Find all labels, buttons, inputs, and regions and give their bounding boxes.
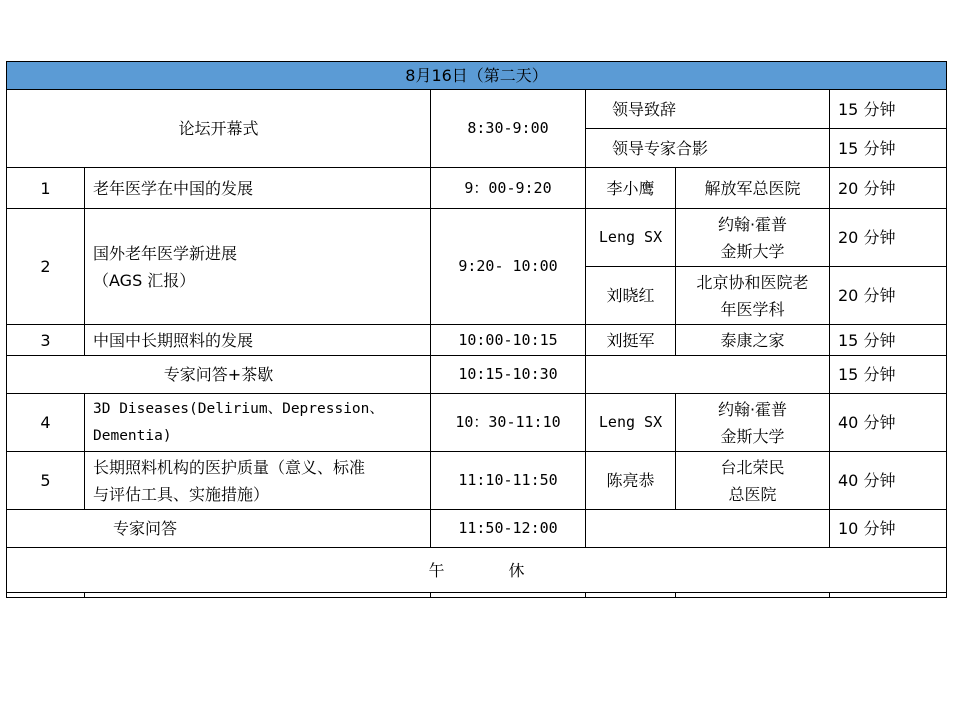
opening-title: 论坛开幕式 [7, 90, 431, 168]
session-org-line: 总医院 [728, 484, 777, 504]
session-duration: 40 分钟 [830, 394, 947, 452]
stub-cell [676, 593, 830, 598]
session-number: 2 [7, 209, 85, 325]
session-speaker: Leng SX [586, 394, 676, 452]
date-header: 8月16日（第二天） [7, 62, 947, 90]
session-org: 泰康之家 [676, 325, 830, 356]
qa-title: 专家问答 [7, 510, 431, 548]
opening-item-duration: 15 分钟 [830, 90, 947, 129]
session-org-line: 台北荣民 [720, 457, 785, 477]
session-org-line: 金斯大学 [720, 426, 785, 446]
session-org-line: 年医学科 [720, 299, 785, 319]
stub-cell [85, 593, 431, 598]
opening-row-1 [7, 90, 947, 129]
session-topic: 老年医学在中国的发展 [85, 168, 431, 209]
table-continuation-row [7, 593, 947, 598]
session-org-line: 约翰·霍普 [717, 214, 788, 234]
session-duration: 20 分钟 [830, 209, 947, 267]
lunch-char: 休 [508, 560, 525, 580]
session-duration: 20 分钟 [830, 168, 947, 209]
session-speaker: 刘挺军 [586, 325, 676, 356]
schedule-table [6, 61, 947, 598]
opening-item-duration: 15 分钟 [830, 129, 947, 168]
session-topic [85, 452, 431, 510]
session-time: 10：30-11:10 [431, 394, 586, 452]
qa-break-title: 专家问答+茶歇 [7, 356, 431, 394]
session-duration: 40 分钟 [830, 452, 947, 510]
qa-empty [586, 510, 830, 548]
session-speaker: Leng SX [586, 209, 676, 267]
lunch-break [7, 548, 947, 593]
session-topic-line: 国外老年医学新进展 [93, 243, 238, 263]
session-time: 11:10-11:50 [431, 452, 586, 510]
lunch-row [7, 548, 947, 593]
session-org [676, 394, 830, 452]
lunch-char: 午 [428, 560, 445, 580]
session-topic: 中国中长期照料的发展 [85, 325, 431, 356]
session-org [676, 267, 830, 325]
session-org-line: 金斯大学 [720, 241, 785, 261]
session-topic-line: 3D Diseases(Delirium、Depression、 [93, 400, 384, 417]
session-topic-line: 与评估工具、实施措施） [93, 484, 270, 504]
session-topic-line: 长期照料机构的医护质量（意义、标准 [93, 457, 366, 477]
session-speaker: 刘晓红 [586, 267, 676, 325]
session-duration: 20 分钟 [830, 267, 947, 325]
session-number: 5 [7, 452, 85, 510]
session-row-5 [7, 452, 947, 510]
session-time: 9：00-9:20 [431, 168, 586, 209]
session-row-3 [7, 325, 947, 356]
session-topic-line: （AGS 汇报） [93, 270, 196, 290]
session-org: 解放军总医院 [676, 168, 830, 209]
session-org [676, 452, 830, 510]
session-org-line: 北京协和医院老 [696, 272, 809, 292]
session-topic-line: Dementia) [93, 427, 172, 444]
stub-cell [830, 593, 947, 598]
session-number: 3 [7, 325, 85, 356]
session-row-1 [7, 168, 947, 209]
session-org [676, 209, 830, 267]
session-time: 10:00-10:15 [431, 325, 586, 356]
session-org-line: 约翰·霍普 [717, 399, 788, 419]
qa-break-empty [586, 356, 830, 394]
qa-break-duration: 15 分钟 [830, 356, 947, 394]
session-row-4 [7, 394, 947, 452]
qa-row [7, 510, 947, 548]
qa-time: 11:50-12:00 [431, 510, 586, 548]
date-header-row [7, 62, 947, 90]
session-speaker: 李小鹰 [586, 168, 676, 209]
session-time: 9:20- 10:00 [431, 209, 586, 325]
opening-time: 8:30-9:00 [431, 90, 586, 168]
session-number: 4 [7, 394, 85, 452]
opening-item-label: 领导致辞 [586, 90, 830, 129]
stub-cell [7, 593, 85, 598]
session-topic [85, 209, 431, 325]
session-number: 1 [7, 168, 85, 209]
opening-item-label: 领导专家合影 [586, 129, 830, 168]
session-row-2a [7, 209, 947, 267]
session-topic [85, 394, 431, 452]
stub-cell [586, 593, 676, 598]
qa-break-row [7, 356, 947, 394]
qa-duration: 10 分钟 [830, 510, 947, 548]
session-speaker: 陈亮恭 [586, 452, 676, 510]
session-duration: 15 分钟 [830, 325, 947, 356]
qa-break-time: 10:15-10:30 [431, 356, 586, 394]
stub-cell [431, 593, 586, 598]
